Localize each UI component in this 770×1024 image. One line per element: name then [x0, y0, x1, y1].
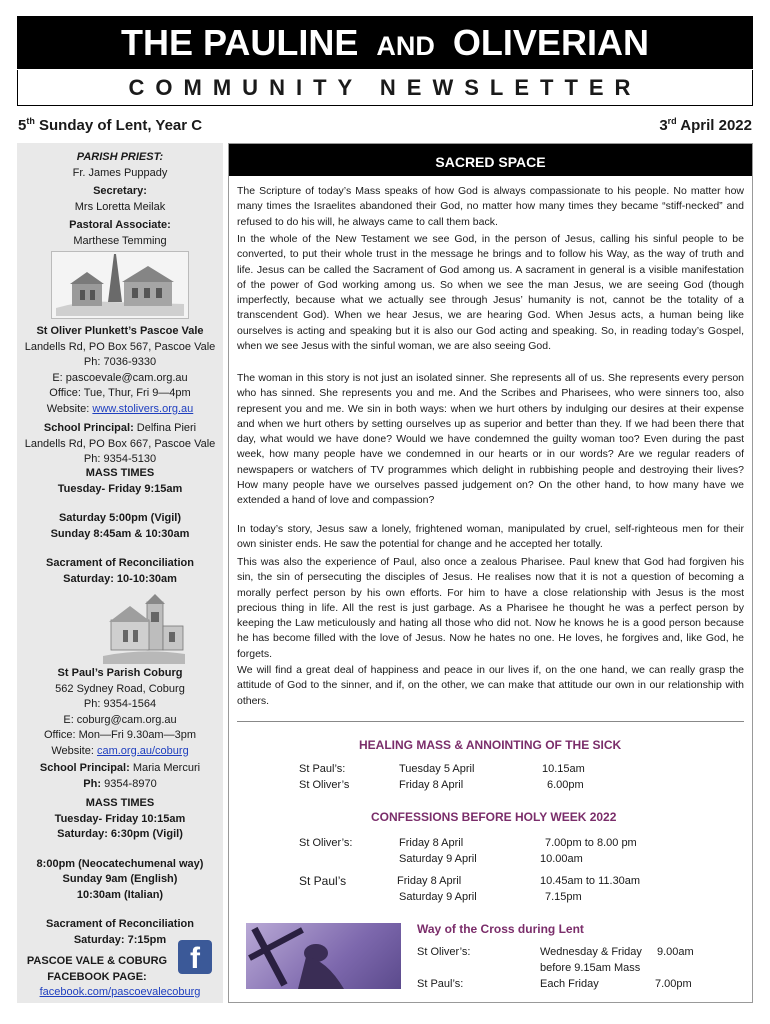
healing-place: St Paul’s:: [299, 763, 346, 775]
st-paul-office-hours: Office: Mon—Fri 9.30am—3pm: [43, 729, 196, 741]
confession-place: St Oliver’s:: [299, 837, 353, 849]
sacred-space-paragraph: In today’s story, Jesus saw a lonely, frightened woman, manipulated by cruel, self-righteous men for their own sinister ends. He saw the potential for change and he accepted her totally.: [237, 523, 744, 551]
healing-mass-heading: HEALING MASS & ANNOINTING OF THE SICK: [359, 738, 622, 752]
st-paul-address: 562 Sydney Road, Coburg: [55, 682, 185, 695]
reconciliation-label: Sacrament of Reconciliation: [46, 918, 194, 930]
title-part-2: OLIVERIAN: [452, 22, 649, 63]
title-part-1: THE PAULINE: [121, 22, 359, 63]
weekday-mass: Tuesday- Friday 10:15am: [54, 812, 186, 825]
school1-phone: Ph: 9354-5130: [83, 453, 157, 465]
way-of-cross-image: [246, 923, 401, 989]
confession-time: 7.00pm to 8.00 pm: [545, 837, 637, 849]
reconciliation-time: Saturday: 7:15pm: [73, 933, 167, 946]
facebook-label: PASCOE VALE & COBURG: [26, 955, 168, 967]
confession-date: Saturday 9 April: [399, 853, 477, 865]
cross-when: Each Friday: [540, 978, 599, 990]
sunday-italian-mass: 10:30am (Italian): [76, 888, 164, 901]
school2-block: School Principal: Maria Mercuri: [39, 762, 201, 774]
church-sketch-icon: [52, 252, 188, 318]
st-oliver-website-link[interactable]: www.stolivers.org.au: [92, 402, 194, 415]
weekday-mass: Tuesday- Friday 9:15am: [57, 482, 183, 495]
st-oliver-office-hours: Office: Tue, Thur, Fri 9—4pm: [49, 387, 191, 399]
st-paul-name: St Paul’s Parish Coburg: [57, 667, 183, 679]
facebook-link[interactable]: facebook.com/pascoevalecoburg: [39, 986, 201, 998]
way-of-cross-heading: Way of the Cross during Lent: [417, 922, 584, 936]
school1-block: School Principal: Delfina Pieri: [43, 422, 197, 434]
liturgical-sunday: 5th Sunday of Lent, Year C: [18, 116, 203, 134]
confession-date: Friday 8 April: [399, 837, 464, 849]
st-oliver-name: St Oliver Plunkett’s Pascoe Vale: [36, 325, 204, 337]
associate-label: Pastoral Associate:: [69, 219, 171, 231]
section-divider: [237, 721, 744, 722]
reconciliation-time: Saturday: 10-10:30am: [63, 572, 177, 585]
healing-date: Friday 8 April: [399, 779, 464, 791]
clergy-block: [17, 150, 223, 249]
school1-address: Landells Rd, PO Box 667, Pascoe Vale: [24, 437, 216, 450]
facebook-page-label: FACEBOOK PAGE:: [47, 970, 147, 983]
church-sketch-icon: [103, 592, 185, 664]
sacred-space-paragraph: This was also the experience of Paul, also once a zealous Pharisee. Paul knew that God had forgiven his sin, the sin of persecuting the disciples of Jesus. He realises now that it is not a question of becoming a morally perfect person by his own efforts. For him to have a close relationship with Jesus is the most precious thing in life. All the rest is just garbage. As a Pharisee he thought he was a perfect person by keeping the Law meticulously and hating all those who did not. Now he knows he is a good person because he has become filled with the love of Jesus. Now he hates no one. He loves, he forgives and, like God, he forgets.: [237, 556, 744, 660]
newsletter-subtitle: COMMUNITY NEWSLETTER: [17, 70, 753, 106]
confession-date: Friday 8 April: [397, 875, 462, 887]
issue-date: 3rd April 2022: [659, 116, 752, 134]
st-paul-mass-times: [17, 796, 223, 948]
sunday-mass: Sunday 8:45am & 10:30am: [50, 527, 190, 540]
facebook-icon[interactable]: f: [178, 940, 212, 974]
secretary-name: Mrs Loretta Meilak: [74, 200, 166, 213]
mass-times-label: MASS TIMES: [85, 797, 155, 809]
healing-place: St Oliver’s: [299, 779, 350, 791]
sacred-space-heading: SACRED SPACE: [229, 144, 752, 176]
st-paul-phone: Ph: 9354-1564: [83, 698, 157, 710]
st-oliver-address: Landells Rd, PO Box 567, Pascoe Vale: [24, 340, 216, 353]
cross-place: St Paul’s:: [417, 978, 464, 990]
confession-time: 10.45am to 11.30am: [540, 875, 641, 887]
newsletter-title: [17, 16, 753, 73]
parish-priest-name: Fr. James Puppady: [72, 166, 168, 179]
confession-place: St Paul’s: [299, 874, 347, 888]
saturday-mass: Saturday: 6:30pm (Vigil): [57, 828, 183, 840]
confession-time: 10.00am: [540, 853, 583, 865]
sacred-space-paragraph: The Scripture of today’s Mass speaks of how God is always compassionate to his people. No matter how many times the Israelites abandoned their God, no matter how many times they became “stiff-necked” and refused to do his will, he always came to call them back.: [237, 185, 744, 228]
healing-time: 6.00pm: [547, 779, 584, 791]
st-oliver-email: E: pascoevale@cam.org.au: [52, 371, 188, 384]
saturday-mass: Saturday 5:00pm (Vigil): [58, 512, 182, 524]
cross-note: before 9.15am Mass: [540, 962, 641, 974]
st-oliver-block: [17, 324, 223, 468]
healing-date: Tuesday 5 April: [399, 763, 475, 775]
parish-priest-label: PARISH PRIEST:: [76, 151, 164, 163]
sacred-space-paragraph: In the whole of the New Testament we see God, in the person of Jesus, calling his sinful people to be converted, to put their whole trust in the message he brings and to follow his Way, as the way of truth and life. Jesus can be called the Sacrament of God among us. A sacrament in general is a visible manifestation of the power of God working among us. So when we see the man Jesus, we are seeing God (though imperfectly, because what we actually see through Jesus’ humanity is not, cannot be the totality of a transcendent God). When we hear Jesus, we are hearing God. When Jesus acts, a human being like ourselves is acting and speaking but it is also our God acting and speaking. So, in reading today’s Gospel, when we see Jesus with the sinful woman, we are also seeing God.: [237, 233, 744, 353]
st-oliver-church-image: [51, 251, 189, 319]
title-and: AND: [376, 31, 435, 61]
st-oliver-mass-times: [17, 466, 223, 587]
cross-time: 7.00pm: [655, 978, 692, 990]
cross-bearer-icon: [246, 923, 401, 989]
healing-time: 10.15am: [542, 763, 585, 775]
cross-when: Wednesday & Friday: [540, 946, 642, 958]
sunday-english-mass: Sunday 9am (English): [62, 873, 178, 885]
sacred-space-column: [228, 143, 753, 1003]
school2-phone: Ph: 9354-8970: [83, 777, 157, 790]
secretary-label: Secretary:: [93, 185, 147, 197]
st-oliver-phone: Ph: 7036-9330: [83, 356, 157, 368]
cross-time: 9.00am: [657, 946, 694, 958]
associate-name: Marthese Temming: [73, 234, 167, 247]
cross-place: St Oliver’s:: [417, 946, 471, 958]
facebook-block: [17, 954, 177, 985]
reconciliation-label: Sacrament of Reconciliation: [46, 557, 194, 569]
st-paul-website-link[interactable]: cam.org.au/coburg: [96, 744, 189, 757]
sacred-space-paragraph: We will find a great deal of happiness and peace in our lives if, on the one hand, we can really grasp the attitude of God to the sinner, and if, on the other, we can make that attitude our own in our relationship with others.: [237, 664, 744, 707]
st-paul-church-image: [103, 592, 185, 664]
confession-time: 7.15pm: [545, 891, 582, 903]
confession-date: Saturday 9 April: [399, 891, 477, 903]
st-oliver-website: Website: www.stolivers.org.au: [46, 402, 194, 415]
st-paul-block: [17, 666, 223, 792]
confessions-heading: CONFESSIONS BEFORE HOLY WEEK 2022: [371, 810, 617, 824]
st-paul-website: Website: cam.org.au/coburg: [51, 744, 189, 757]
st-paul-email: E: coburg@cam.org.au: [63, 713, 177, 726]
facebook-link-block: [17, 985, 223, 1001]
mass-times-label: MASS TIMES: [85, 467, 155, 479]
neocatechumenal-mass: 8:00pm (Neocatechumenal way): [36, 857, 204, 870]
sacred-space-paragraph: The woman in this story is not just an isolated sinner. She represents all of us. She represents every person who has sinned. She represents you and me. And the Scribes and Pharisees, who were sinners too, also represent you and me. We sin in both ways: when we hurt others by indulging our desires at their expense and when we hurt others by setting ourselves up as superior and better than they. If we had been there that day, what would we have done? Would we have condemned the guilty woman too? Even during the past week, how many people have we condemned in our hearts or in our words? Are we regular readers of newspapers or watchers of TV programmes which delight in rubbishing people and destroying their lives? How many people have we ourselves passed judgement on? On the other hand, to how many have we extended a hand of love and compassion?: [237, 372, 744, 507]
parish-info-sidebar: [17, 143, 223, 1003]
newsletter-banner: [17, 16, 753, 69]
